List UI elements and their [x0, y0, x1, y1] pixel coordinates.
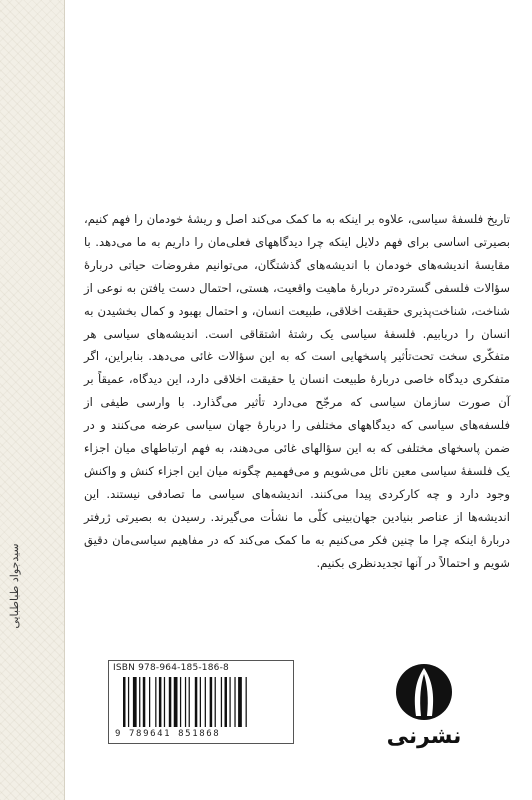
- barcode-panel: [108, 660, 294, 744]
- book-spine-strip: [0, 0, 65, 800]
- publisher-name: نشرنی: [386, 724, 462, 749]
- barcode-number: 9 789641 851868: [115, 729, 221, 739]
- publisher-logo-icon: [394, 658, 454, 726]
- isbn-label: ISBN 978-964-185-186-8: [113, 663, 229, 673]
- back-cover-blurb: تاریخ فلسفهٔ سیاسی، علاوه بر اینکه به ما کمک می‌کند اصل و ریشهٔ خودمان را فهم کنیم، بصیرتی اساسی برای فهم دلایل اینکه چرا دیدگاههای فعلی‌مان را داریم به ما می‌دهد. با مقایسهٔ اندیشه‌های خودمان با اندیشه‌های گذشتگان، می‌توانیم مفروضات حیاتی دربارهٔ سؤالات فلسفی گسترده‌تر دربارهٔ ماهیت واقعیت، هستی، احتمال دست یافتن به نوعی از شناخت، شناخت‌پذیری حقیقت اخلاقی، طبیعت انسان، و احتمال بهبود و کمال بخشیدن به انسان را دریابیم. فلسفهٔ سیاسی یک رشتهٔ اشتقاقی است. اندیشه‌های سیاسی هر متفکّری سخت تحت‌تأثیر پاسخهایی است که به این سؤالات غائی می‌دهد. بنابراین، اگر متفکری دیدگاه خاصی دربارهٔ طبیعت انسان یا حقیقت اخلاقی دارد، این دیدگاه، عمیقاً بر آن صورت سازمان سیاسی که مرجّح می‌دارد تأثیر می‌گذارد. با وارسی طیفی از فلسفه‌های سیاسی که دیدگاههای مختلفی را دربارهٔ جهان سیاسی عرضه می‌کنند و در ضمن پاسخهای مختلفی که به این سؤالهای غائی می‌دهند، به فهم ارتباطهای میان اجزاء یک فلسفهٔ سیاسی معین نائل می‌شویم و می‌فهمیم چگونه میان این اجزاء کنش و واکنش وجود دارد و چه کارکردی پیدا می‌کنند. اندیشه‌های سیاسی ما تصادفی نیستند. این اندیشه‌ها از عناصر بنیادین جهان‌بینی کلّی ما نشأت می‌گیرند. رسیدن به بصیرتی ژرفتر دربارهٔ اینکه چرا ما چنین فکر می‌کنیم به ما کمک می‌کند که در مفاهیم سیاسی‌مان دقیق شویم و احتمالاً در آنها تجدیدنظری بکنیم.: [84, 212, 510, 570]
- barcode-image: [123, 677, 279, 729]
- spine-author-text: سیدجواد طباطبایی: [8, 543, 21, 629]
